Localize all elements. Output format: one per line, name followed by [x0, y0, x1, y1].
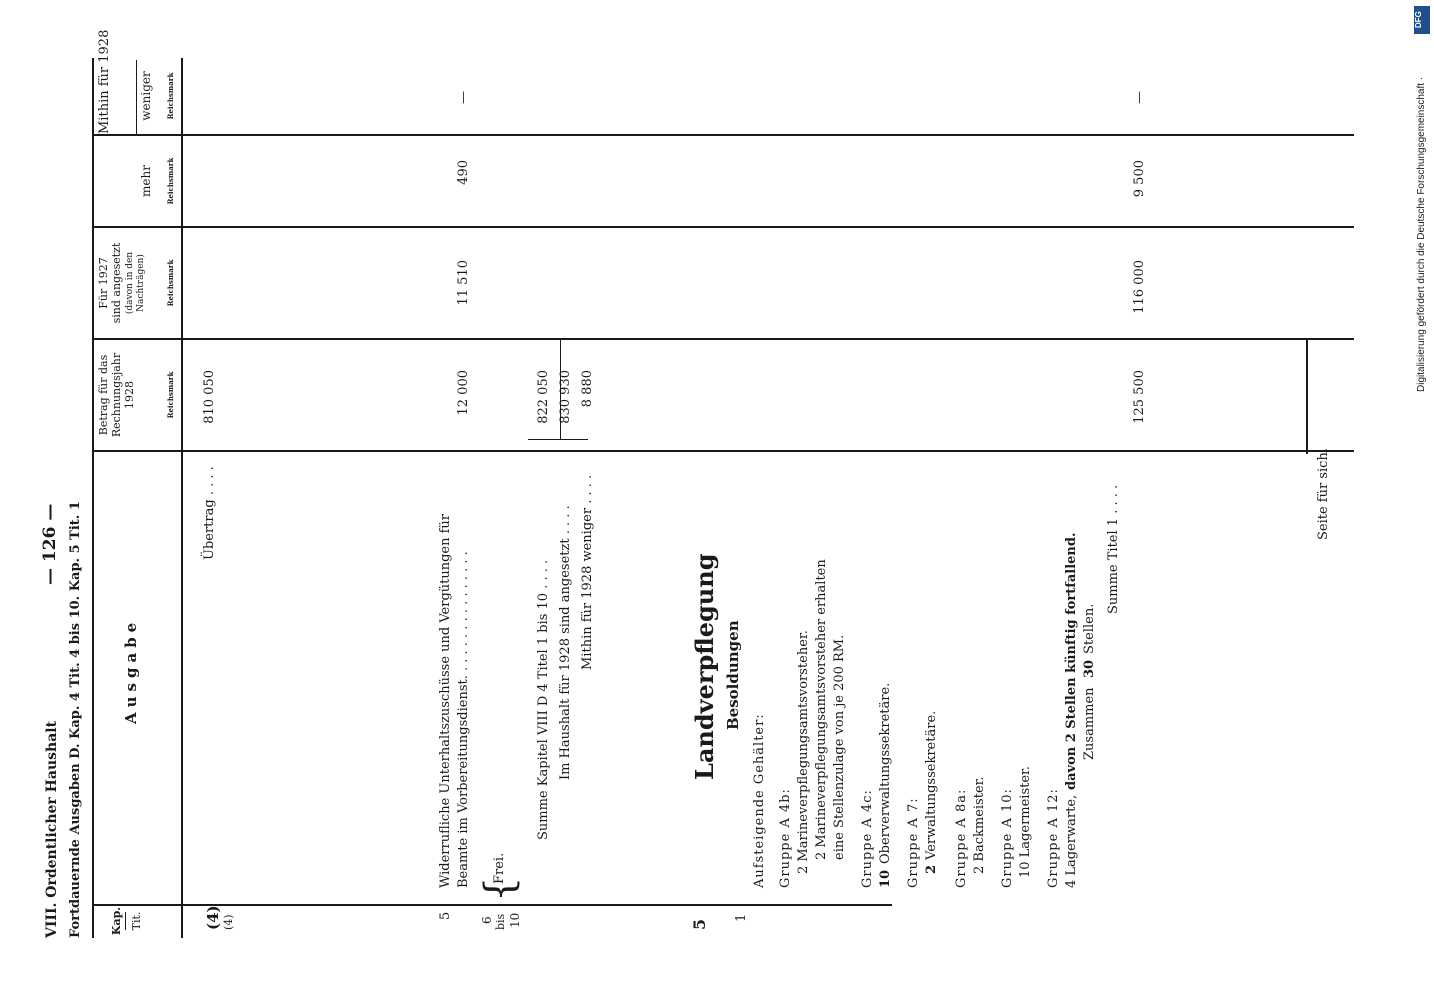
digitization-text: Digitalisierung gefördert durch die Deutsche Forschungsgemeinschaft ·: [1416, 76, 1427, 392]
col-divider-mehr: [92, 134, 1354, 136]
landverpflegung-heading: Landverpflegung: [690, 553, 719, 780]
mehr-header: mehr: [139, 165, 153, 197]
g-a8a: Gruppe A 8a:: [954, 788, 969, 888]
summe-titel1-label: Summe Titel 1 . . . .: [1106, 484, 1121, 614]
fuer1927-header-l4: Nachträgen): [136, 254, 146, 312]
g-a7-n: 2: [924, 864, 939, 874]
g-a12-l1a: 4 Lagerwarte,: [1064, 794, 1079, 888]
uebertrag-label: Übertrag . . . .: [202, 466, 217, 560]
page-subtitle: Fortdauernde Ausgaben D. Kap. 4 Tit. 4 bis 10. Kap. 5 Tit. 1: [68, 501, 83, 938]
r5-1927: 11 510: [456, 260, 471, 306]
r5-text-l1: Widerrufliche Unterhaltszuschüsse und Vergütungen für: [438, 513, 453, 888]
fuer1927-header-l2: sind angesetzt: [110, 242, 123, 324]
summe-titel1-weniger: —: [1132, 91, 1147, 104]
r6-tit-b: bis: [494, 913, 507, 930]
g-a4b-l1: 2 Marineverpflegungsamtsvorsteher.: [796, 630, 811, 874]
r5-mehr: 490: [456, 160, 471, 185]
col-divider-1927: [92, 226, 1354, 228]
r5-betrag: 12 000: [456, 370, 471, 416]
g-a10-l: 10 Lagermeister.: [1018, 766, 1033, 878]
g-a7: Gruppe A 7:: [906, 797, 921, 888]
g-a10: Gruppe A 10:: [1000, 788, 1015, 888]
tit-header: Tit.: [130, 911, 143, 931]
r6-tit-a: 6: [480, 916, 494, 924]
kap-tit-separator: [125, 912, 126, 930]
g-a7-l: Verwaltungssekretäre.: [924, 710, 939, 860]
summe-titel1-1927: 116 000: [1132, 260, 1147, 314]
digitization-footer: [1413, 8, 1431, 392]
r5-tit: 5: [438, 911, 453, 920]
g-a4b: Gruppe A 4b:: [778, 788, 793, 888]
seite-fuer-sich: Seite für sich.: [1316, 448, 1331, 540]
col-divider-ausgabe: [92, 450, 1354, 452]
kap-header: Kap.: [110, 906, 123, 936]
r5-text-l2: Beamte im Vorbereitungsdienst. . . . . . . . . . . . . . . .: [456, 551, 471, 888]
g-a12-l2c: Stellen.: [1082, 603, 1097, 654]
g-a12: Gruppe A 12:: [1046, 788, 1061, 888]
r6-text: Frei.: [492, 852, 507, 884]
col-divider-betrag: [92, 338, 1354, 340]
fuer1927-header-l3: (davon in den: [125, 251, 135, 315]
betrag-header-l1: Betrag für das: [97, 354, 110, 436]
tit-prev: (4): [222, 914, 235, 930]
weniger-header: weniger: [139, 71, 153, 121]
g-a12-l1b: davon 2 Stellen künftig fortfallend.: [1064, 532, 1079, 790]
g-a4c: Gruppe A 4c:: [860, 789, 875, 888]
g-a4b-l3: eine Stellenzulage von je 200 RM.: [832, 634, 847, 860]
betrag-unit: Reichsmark: [166, 371, 175, 419]
kap5: 5: [690, 918, 709, 930]
g-a12-l2b: 30: [1082, 659, 1097, 678]
fuer1927-header-l1: Für 1927: [97, 257, 110, 309]
dfg-logo: DFG: [1414, 6, 1430, 34]
betrag-header-l3: 1928: [123, 381, 136, 409]
besoldungen-heading: Besoldungen: [724, 620, 742, 730]
mehr-unit: Reichsmark: [166, 157, 175, 205]
g-a4c-n: 10: [878, 869, 893, 888]
r6-brace: {: [477, 876, 523, 902]
summe-label: Summe Kapitel VIII D 4 Titel 1 bis 10 . . . .: [536, 559, 551, 840]
summe-titel1-betrag: 125 500: [1132, 370, 1147, 424]
aufsteigende-label: Aufsteigende Gehälter:: [752, 713, 767, 888]
table-top-rule: [92, 58, 94, 938]
summe-value: 822 050: [536, 370, 551, 424]
mithin-value: 8 880: [580, 370, 595, 408]
page-number: — 126 —: [40, 503, 60, 585]
haushalt-value: 830 930: [558, 370, 573, 424]
closing-rule: [1306, 338, 1308, 454]
fuer1927-unit: Reichsmark: [166, 259, 175, 307]
summe-titel1-mehr: 9 500: [1132, 160, 1147, 198]
mithin-label: Mithin für 1928 weniger . . . .: [580, 474, 595, 670]
mithin-header: Mithin für 1928: [97, 29, 112, 134]
ausgabe-header: Ausgabe: [122, 617, 140, 724]
table-header-rule: [181, 58, 183, 938]
betrag-header-l2: Rechnungsjahr: [110, 352, 123, 438]
kap-prev: (4): [204, 905, 222, 930]
chapter-heading: VIII. Ordentlicher Haushalt: [44, 720, 60, 938]
g-a4c-l: Oberverwaltungssekretäre.: [878, 682, 893, 864]
g-a4b-l2: 2 Marineverpflegungsamtsvorsteher erhalten: [814, 559, 829, 860]
r6-tit-c: 10: [508, 912, 522, 928]
g-a8a-l: 2 Backmeister.: [972, 776, 987, 874]
r5-weniger: —: [456, 91, 471, 104]
uebertrag-betrag: 810 050: [202, 370, 217, 424]
mithin-subrule: [136, 60, 137, 136]
g-a12-l2a: Zusammen: [1082, 687, 1097, 760]
tit1: 1: [734, 913, 749, 922]
weniger-unit: Reichsmark: [166, 72, 175, 120]
haushalt-label: Im Haushalt für 1928 sind angesetzt . . . .: [558, 505, 573, 780]
